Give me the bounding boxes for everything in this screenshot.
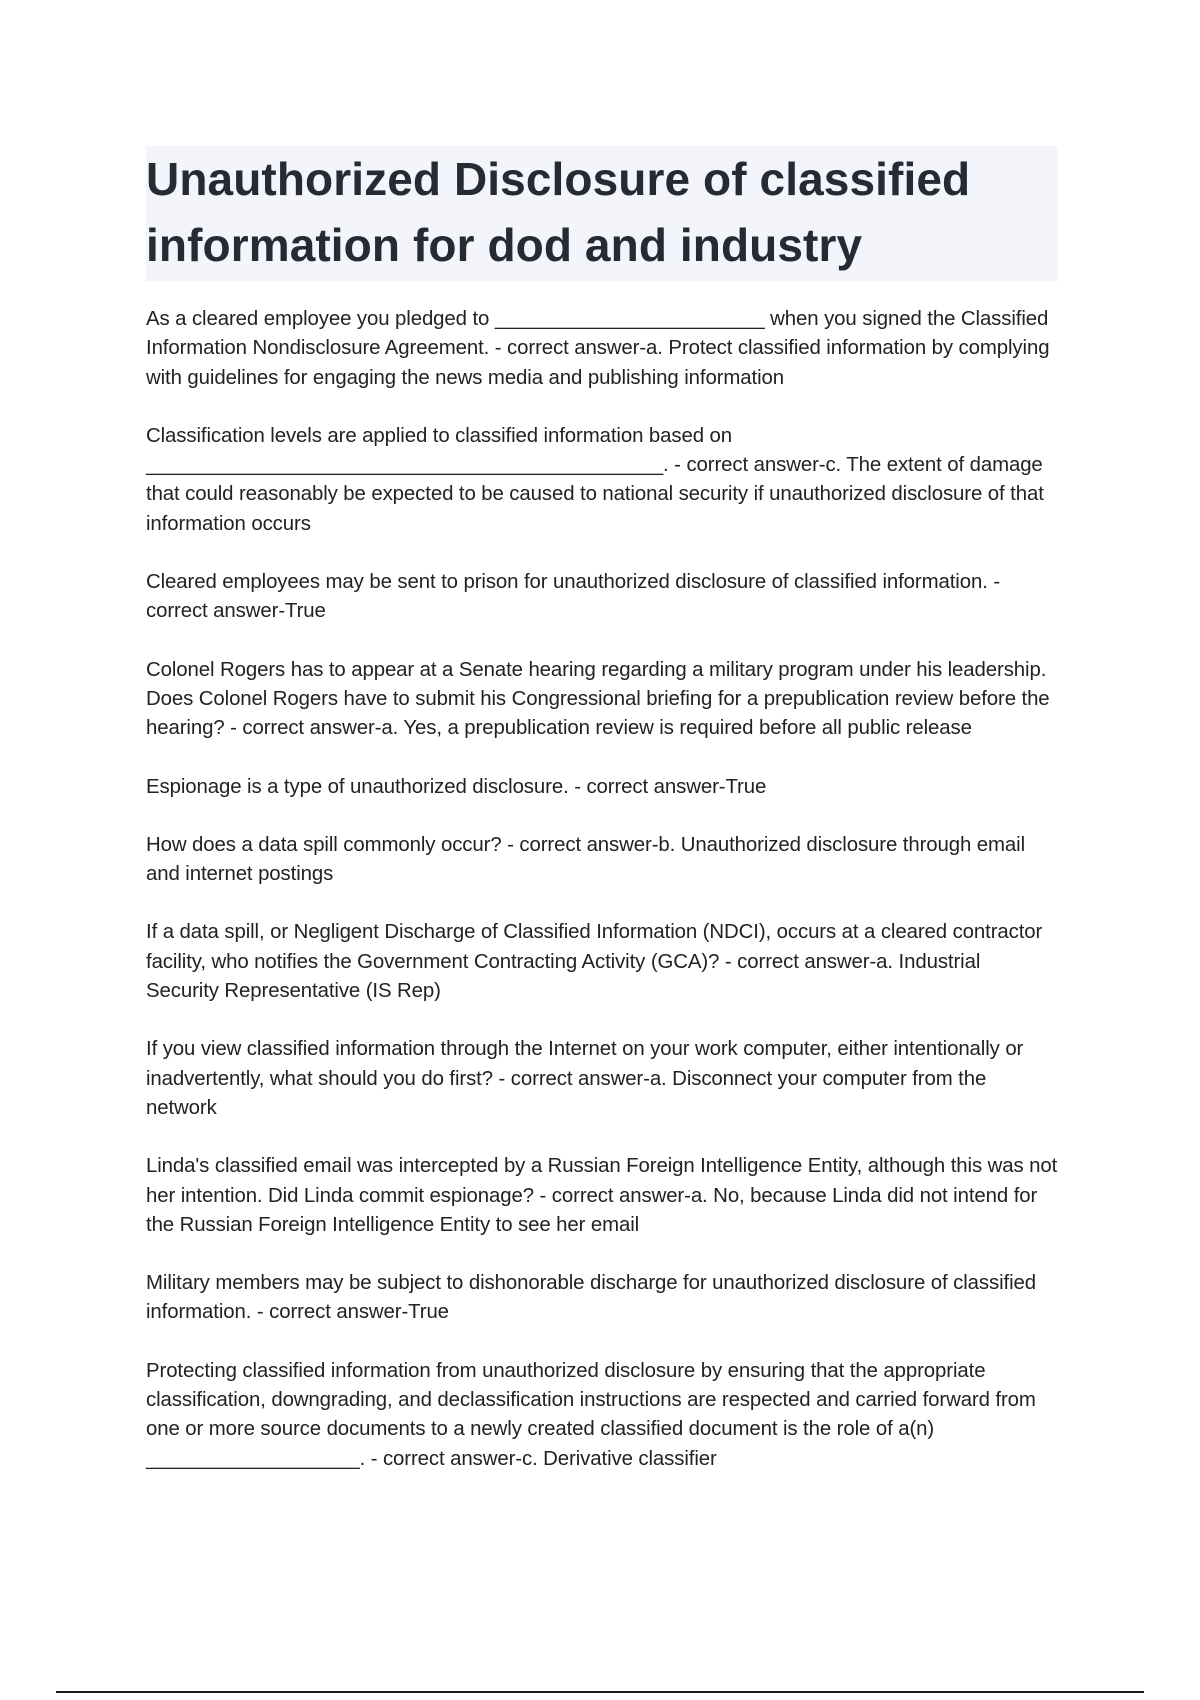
qa-item: Linda's classified email was intercepted by a Russian Foreign Intelligence Entity, although this was not her intention. Did Linda commit espionage? - correct answer-a. No, because Linda did not intend for the Russian Foreign Intelligence Entity to see her email — [146, 1155, 1058, 1236]
page-title: Unauthorized Disclosure of classified information for dod and industry — [146, 153, 971, 271]
qa-item: Cleared employees may be sent to prison for unauthorized disclosure of classified information. - correct answer-True — [146, 571, 1001, 623]
qa-item: Military members may be subject to dishonorable discharge for unauthorized disclosure of classified information. - correct answer-True — [146, 1272, 1036, 1324]
qa-item: Protecting classified information from unauthorized disclosure by ensuring that the appropriate classification, downgrading, and declassification instructions are respected and carried forward from one or more source documents to a newly created classified document is the role of a(n) ___________________. - correct answer-c. Derivative classifier — [146, 1359, 1036, 1470]
qa-item: If you view classified information through the Internet on your work computer, either intentionally or inadvertently, what should you do first? - correct answer-a. Disconnect your computer from the network — [146, 1038, 1024, 1119]
footer-divider — [56, 1691, 1144, 1693]
qa-item: How does a data spill commonly occur? - correct answer-b. Unauthorized disclosure through email and internet postings — [146, 833, 1026, 886]
qa-item: Classification levels are applied to classified information based on ______________________________________________. - correct answer-c. The extent of damage that could reasonably be expected to be caused to national security if unauthorized disclosure of that information occurs — [146, 424, 1044, 535]
qa-item: If a data spill, or Negligent Discharge of Classified Information (NDCI), occurs at a cleared contractor facility, who notifies the Government Contracting Activity (GCA)? - correct answer-a. Industrial Security Representative (IS Rep) — [146, 921, 1043, 1003]
qa-item: Espionage is a type of unauthorized disclosure. - correct answer-True — [146, 775, 767, 798]
qa-item: Colonel Rogers has to appear at a Senate hearing regarding a military program under his leadership. Does Colonel Rogers have to submit his Congressional briefing for a prepublication review before the hearing? - correct answer-a. Yes, a prepublication review is required before all public release — [146, 658, 1050, 740]
qa-item: As a cleared employee you pledged to ________________________ when you signed the Classified Information Nondisclosure Agreement. - correct answer-a. Protect classified information by complying with guidelines for engaging the news media and publishing information — [146, 308, 1050, 389]
title-block — [146, 146, 1058, 281]
qa-list — [146, 305, 1058, 1503]
